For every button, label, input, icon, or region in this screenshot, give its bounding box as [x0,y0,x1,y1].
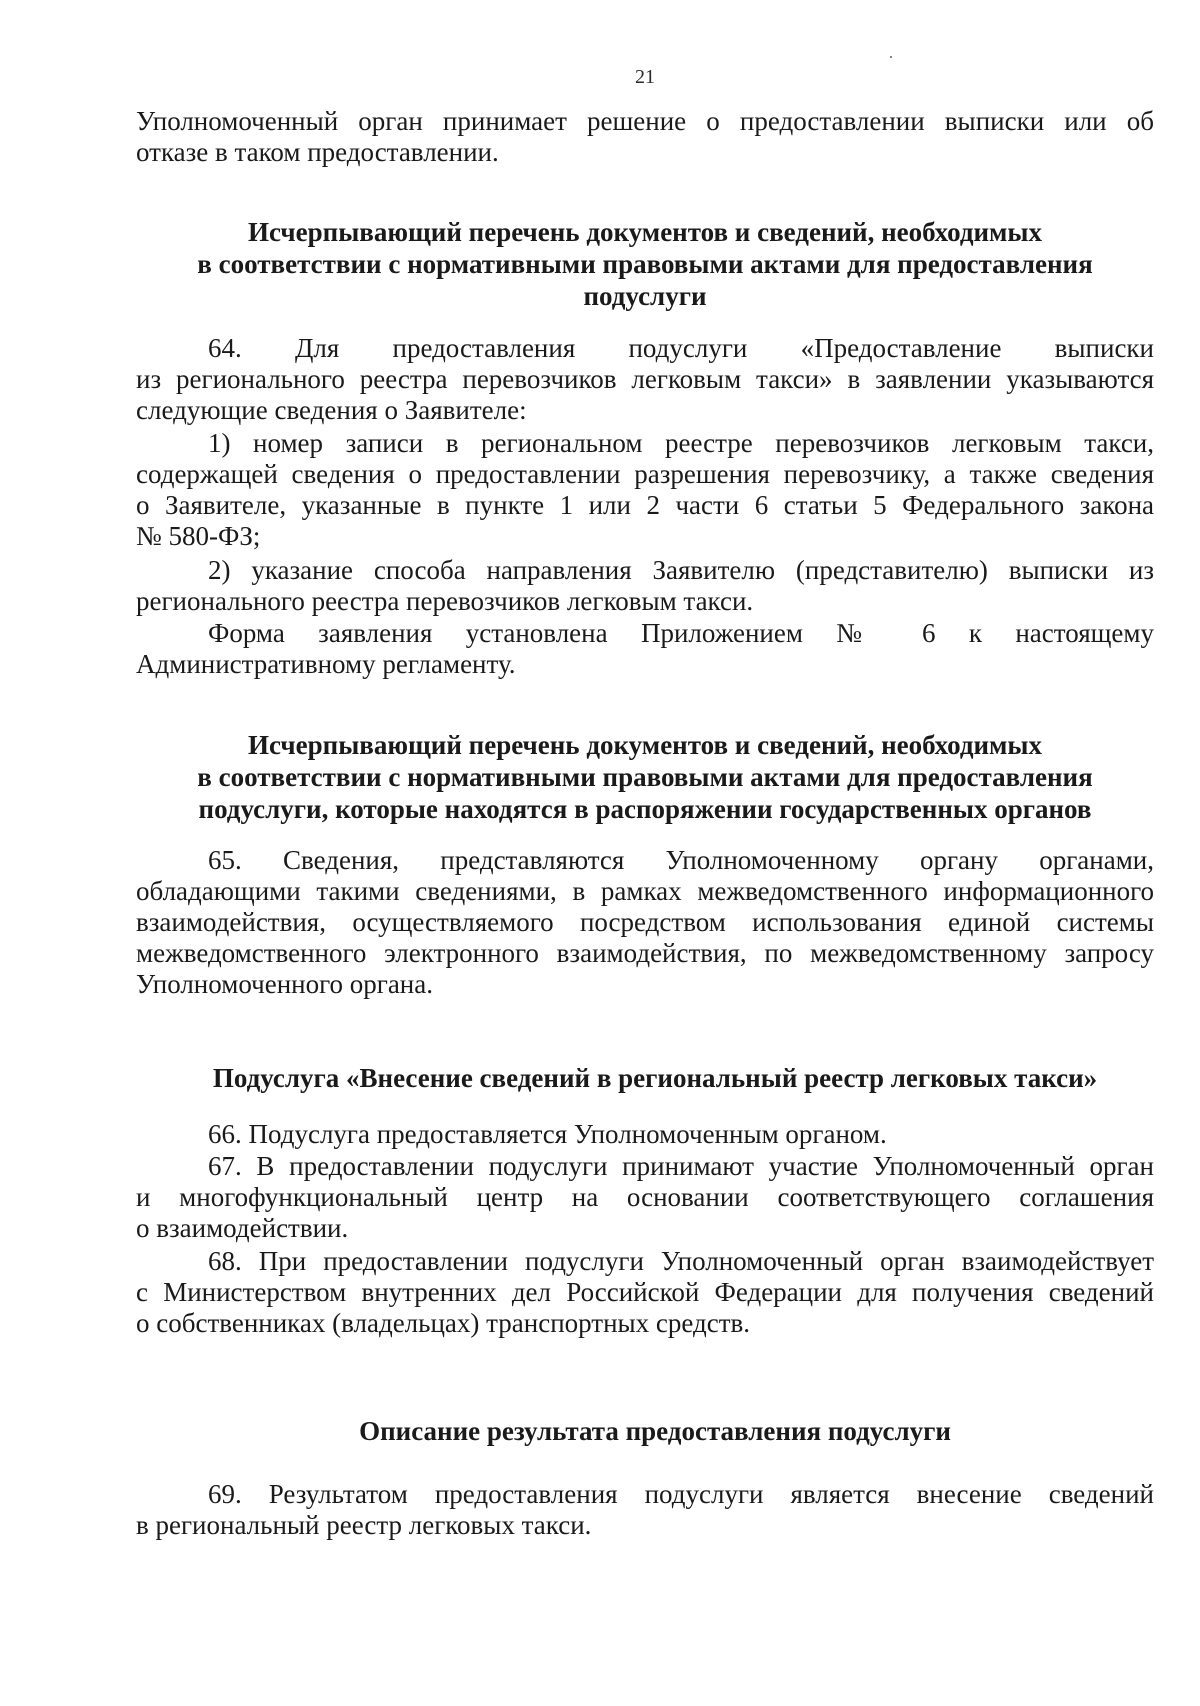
heading-line: подуслуги, которые находятся в распоряжении государственных органов [198,794,1092,824]
text-line: 66. Подуслуга предоставляется Уполномоченным органом. [208,1119,887,1149]
section-heading-register-entry [150,1062,1160,1094]
text-line: 2) указание способа направления Заявителю (представителю) выписки из [208,555,1154,585]
paragraph-67 [136,1151,1154,1244]
text-line: отказе в таком предоставлении. [136,137,499,167]
text-line: о собственниках (владельцах) транспортных средств. [136,1308,751,1338]
heading-line: Исчерпывающий перечень документов и сведений, необходимых [247,730,1043,760]
text-line: 69. Результатом предоставления подуслуги является внесение сведений [208,1479,1154,1509]
text-line: Уполномоченный орган принимает решение о предоставлении выписки или об [136,106,1154,136]
paragraph-68 [136,1246,1154,1339]
text-line: 67. В предоставлении подуслуги принимают участие Уполномоченный орган [208,1151,1154,1181]
heading-line: в соответствии с нормативными правовыми актами для предоставления [197,249,1093,279]
paragraph-64 [136,333,1154,426]
section-heading-documents [136,216,1154,312]
page-number: 21 [635,66,655,88]
text-line: взаимодействия, осуществляемого посредством использования единой системы [136,907,1154,937]
paragraph-66 [136,1119,1154,1150]
text-line: из регионального реестра перевозчиков легковым такси» в заявлении указываются [136,364,1154,394]
text-line: 65. Сведения, представляются Уполномоченному органу органами, [208,845,1154,875]
heading-line: подуслуги [583,281,707,311]
text-line: Уполномоченного органа. [136,969,433,999]
paragraph-69 [136,1479,1154,1541]
text-line: 64. Для предоставления подуслуги «Предоставление выписки [208,333,1154,363]
text-line: и многофункциональный центр на основании соответствующего соглашения [136,1182,1154,1212]
text-line: следующие сведения о Заявителе: [136,395,527,425]
text-line: № 580-ФЗ; [136,521,261,551]
scan-speck [890,56,892,58]
form-note-paragraph [136,618,1154,680]
text-line: о взаимодействии. [136,1213,349,1243]
heading-line: Описание результата предоставления подуслуги [359,1416,951,1446]
text-line: о Заявителе, указанные в пункте 1 или 2 части 6 статьи 5 Федерального закона [136,490,1154,520]
text-line: Административному регламенту. [136,649,516,679]
text-line: регионального реестра перевозчиков легковым такси. [136,586,754,616]
text-line: Форма заявления установлена Приложением № 6 к настоящему [208,618,1154,648]
text-line: с Министерством внутренних дел Российской Федерации для получения сведений [136,1277,1154,1307]
text-line: 68. При предоставлении подуслуги Уполномоченный орган взаимодействует [208,1246,1154,1276]
list-item-1 [136,428,1154,552]
intro-paragraph [136,106,1154,168]
text-line: 1) номер записи в региональном реестре перевозчиков легковым такси, [208,428,1154,458]
text-line: содержащей сведения о предоставлении разрешения перевозчику, а также сведения [136,459,1154,489]
paragraph-65 [136,845,1154,1000]
heading-line: Исчерпывающий перечень документов и сведений, необходимых [247,217,1043,247]
text-line: межведомственного электронного взаимодействия, по межведомственному запросу [136,938,1154,968]
section-heading-result [150,1415,1160,1447]
list-item-2 [136,555,1154,617]
text-line: в региональный реестр легковых такси. [136,1510,592,1540]
section-heading-state-documents [136,729,1154,825]
text-line: обладающими такими сведениями, в рамках межведомственного информационного [136,876,1154,906]
heading-line: Подуслуга «Внесение сведений в региональный реестр легковых такси» [212,1063,1098,1093]
heading-line: в соответствии с нормативными правовыми актами для предоставления [197,762,1093,792]
